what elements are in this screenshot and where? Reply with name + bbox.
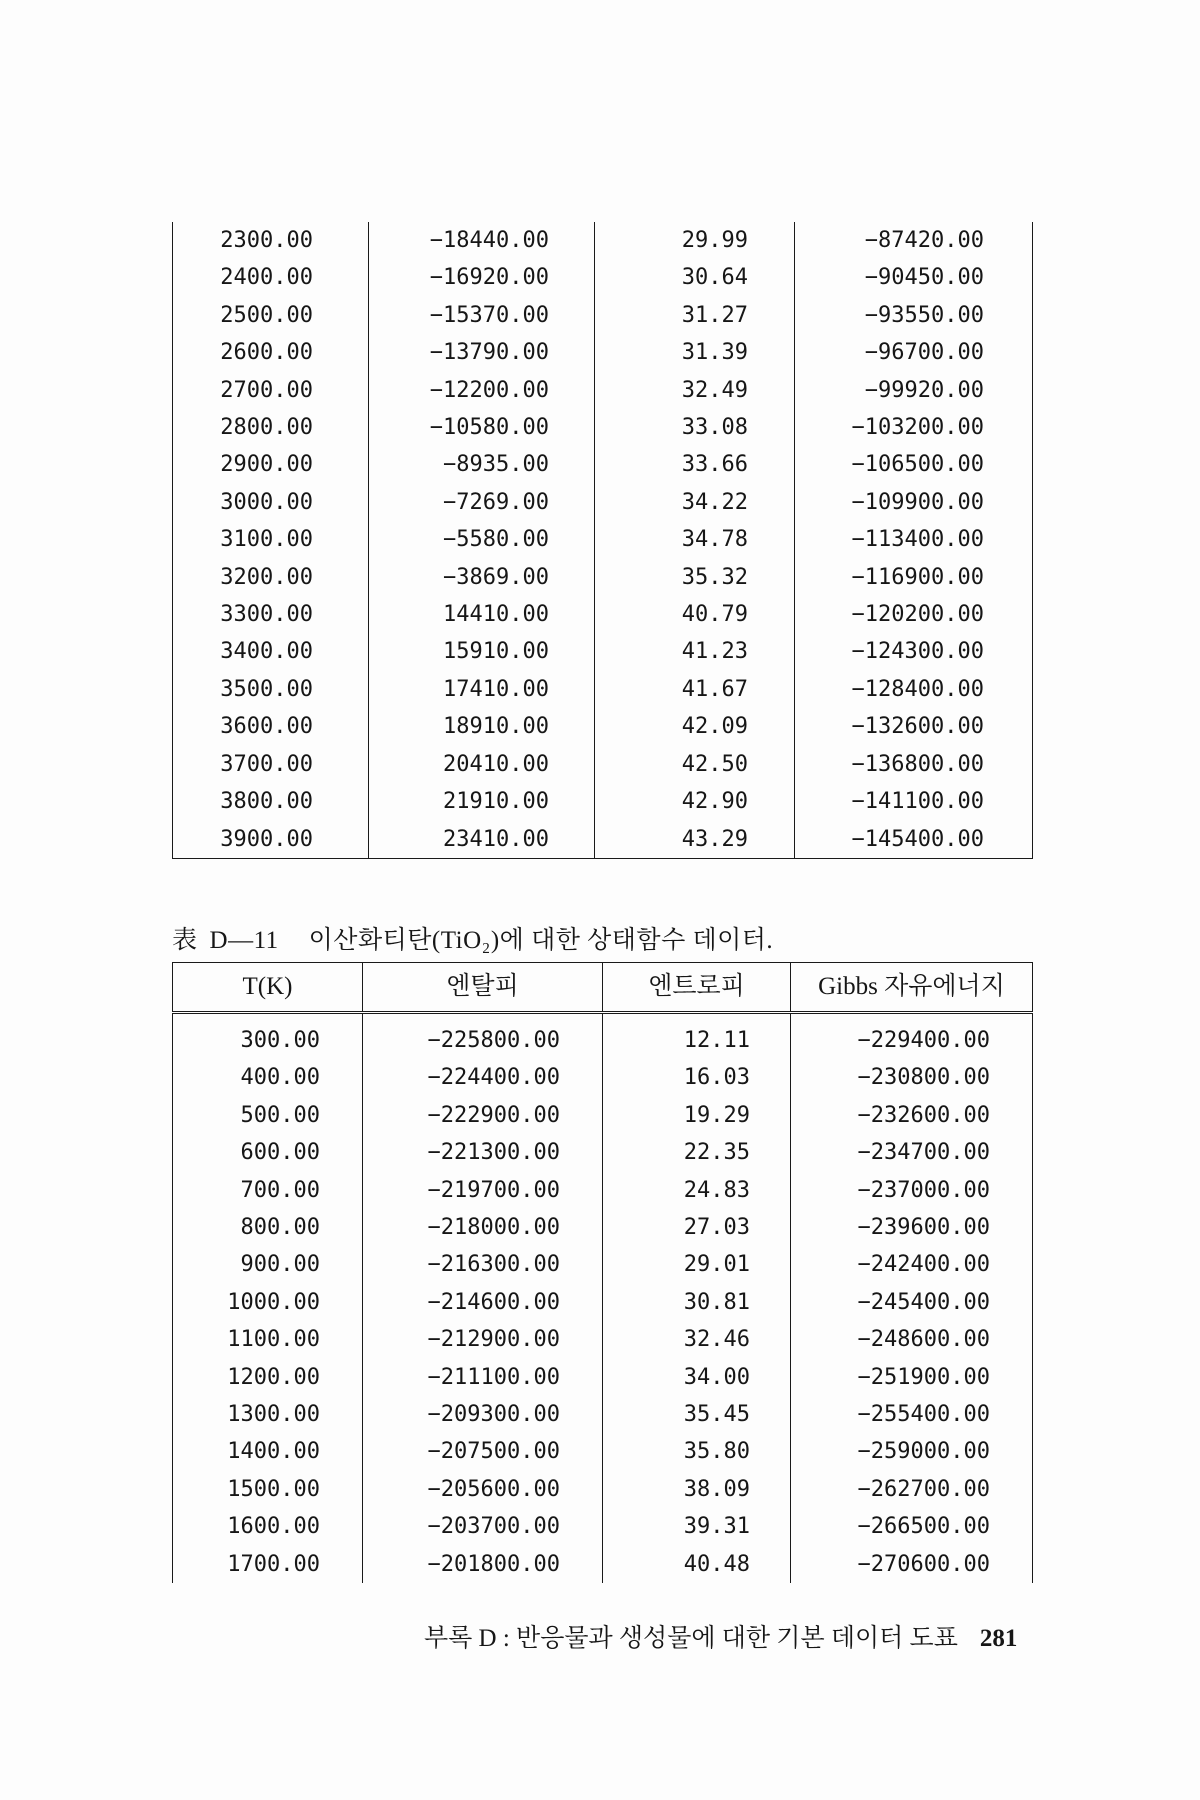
table-cell: 38.09 (603, 1471, 791, 1508)
footer-text: 부록 D : 반응물과 생성물에 대한 기본 데이터 도표 (424, 1625, 958, 1652)
table-cell: 30.64 (595, 259, 795, 296)
table-cell: 3400.00 (173, 633, 369, 670)
table-cell: 42.09 (595, 708, 795, 745)
table-cell: 1200.00 (173, 1359, 363, 1396)
table-cell: 35.80 (603, 1433, 791, 1470)
table-cell: −5580.00 (369, 521, 595, 558)
table-cell: −219700.00 (363, 1172, 603, 1209)
table-row (173, 708, 1033, 745)
table-row (173, 409, 1033, 446)
table-cell: 1700.00 (173, 1546, 363, 1583)
table-cell: −216300.00 (363, 1246, 603, 1283)
table-row (173, 521, 1033, 558)
table-cell: 3500.00 (173, 671, 369, 708)
table-cell: −242400.00 (791, 1246, 1033, 1283)
table-cell: 14410.00 (369, 596, 595, 633)
table-cell: −203700.00 (363, 1508, 603, 1545)
table-cell: 33.08 (595, 409, 795, 446)
table-row (173, 1013, 1033, 1060)
table-cell: −222900.00 (363, 1097, 603, 1134)
table-cell: −255400.00 (791, 1396, 1033, 1433)
table-cell: −221300.00 (363, 1134, 603, 1171)
table-cell: 22.35 (603, 1134, 791, 1171)
table-cell: −145400.00 (795, 821, 1033, 859)
table-caption (172, 920, 773, 956)
table-cell: 800.00 (173, 1209, 363, 1246)
table-cell: −93550.00 (795, 297, 1033, 334)
table-cell: 12.11 (603, 1013, 791, 1060)
table-cell: −12200.00 (369, 372, 595, 409)
table-cell: −18440.00 (369, 222, 595, 259)
table-row (173, 259, 1033, 296)
table-cell: 32.46 (603, 1321, 791, 1358)
table-cell: 40.48 (603, 1546, 791, 1583)
table-row (173, 372, 1033, 409)
table-cell: −128400.00 (795, 671, 1033, 708)
table-cell: 700.00 (173, 1172, 363, 1209)
table-cell: 34.00 (603, 1359, 791, 1396)
table-cell: 19.29 (603, 1097, 791, 1134)
page-number: 281 (979, 1625, 1018, 1652)
table-row (173, 1471, 1033, 1508)
table-cell: 34.22 (595, 484, 795, 521)
table-cell: 24.83 (603, 1172, 791, 1209)
table-cell: −103200.00 (795, 409, 1033, 446)
table-cell: 39.31 (603, 1508, 791, 1545)
table-row (173, 1546, 1033, 1583)
table-cell: 1100.00 (173, 1321, 363, 1358)
table-cell: 16.03 (603, 1059, 791, 1096)
column-header-temperature: T(K) (173, 963, 363, 1013)
table-cell: −16920.00 (369, 259, 595, 296)
table-cell: −90450.00 (795, 259, 1033, 296)
table-row (173, 1059, 1033, 1096)
table-cell: 300.00 (173, 1013, 363, 1060)
table-cell: −239600.00 (791, 1209, 1033, 1246)
table-cell: 1600.00 (173, 1508, 363, 1545)
column-header-enthalpy: 엔탈피 (363, 963, 603, 1013)
table-cell: 1300.00 (173, 1396, 363, 1433)
table-cell: 2900.00 (173, 446, 369, 483)
table-cell: 3100.00 (173, 521, 369, 558)
table-cell: 2400.00 (173, 259, 369, 296)
table-cell: −229400.00 (791, 1013, 1033, 1060)
table-cell: 21910.00 (369, 783, 595, 820)
table-cell: −207500.00 (363, 1433, 603, 1470)
table-cell: −7269.00 (369, 484, 595, 521)
table-row (173, 297, 1033, 334)
table-cell: −225800.00 (363, 1013, 603, 1060)
table-row (173, 1321, 1033, 1358)
table-cell: 42.90 (595, 783, 795, 820)
table-row (173, 1097, 1033, 1134)
table-cell: −3869.00 (369, 559, 595, 596)
table-cell: −15370.00 (369, 297, 595, 334)
table-cell: 2600.00 (173, 334, 369, 371)
table-cell: −113400.00 (795, 521, 1033, 558)
table-cell: 18910.00 (369, 708, 595, 745)
table-row (173, 559, 1033, 596)
table-cell: 15910.00 (369, 633, 595, 670)
table-cell: 3900.00 (173, 821, 369, 859)
table-body (173, 222, 1033, 858)
table-row (173, 1433, 1033, 1470)
table-cell: 34.78 (595, 521, 795, 558)
table-cell: 2800.00 (173, 409, 369, 446)
table-row (173, 1396, 1033, 1433)
table-cell: 40.79 (595, 596, 795, 633)
table-cell: 31.27 (595, 297, 795, 334)
table-cell: −136800.00 (795, 746, 1033, 783)
table-cell: −205600.00 (363, 1471, 603, 1508)
table-cell: 17410.00 (369, 671, 595, 708)
table-row (173, 1172, 1033, 1209)
table-cell: −132600.00 (795, 708, 1033, 745)
table-cell: 31.39 (595, 334, 795, 371)
table-cell: −230800.00 (791, 1059, 1033, 1096)
table-cell: 41.23 (595, 633, 795, 670)
table-cell: 35.32 (595, 559, 795, 596)
table-cell: −211100.00 (363, 1359, 603, 1396)
table-tio2-continued (172, 222, 1033, 859)
table-cell: −201800.00 (363, 1546, 603, 1583)
table-row (173, 1284, 1033, 1321)
table-cell: −10580.00 (369, 409, 595, 446)
table-cell: −262700.00 (791, 1471, 1033, 1508)
table-row (173, 446, 1033, 483)
table-cell: −251900.00 (791, 1359, 1033, 1396)
table-cell: −234700.00 (791, 1134, 1033, 1171)
table-cell: −8935.00 (369, 446, 595, 483)
caption-label: D—11 (209, 927, 279, 954)
table-cell: −116900.00 (795, 559, 1033, 596)
table-cell: 3700.00 (173, 746, 369, 783)
table-cell: 600.00 (173, 1134, 363, 1171)
table-cell: 23410.00 (369, 821, 595, 859)
table-cell: −270600.00 (791, 1546, 1033, 1583)
table-cell: 1400.00 (173, 1433, 363, 1470)
table-cell: −124300.00 (795, 633, 1033, 670)
table-row (173, 334, 1033, 371)
table-row (173, 783, 1033, 820)
table-cell: 1500.00 (173, 1471, 363, 1508)
table-cell: 3300.00 (173, 596, 369, 633)
table-cell: −248600.00 (791, 1321, 1033, 1358)
table-row (173, 222, 1033, 259)
table-cell: 500.00 (173, 1097, 363, 1134)
table-cell: 2700.00 (173, 372, 369, 409)
table-cell: 29.01 (603, 1246, 791, 1283)
table-cell: 20410.00 (369, 746, 595, 783)
table-cell: −224400.00 (363, 1059, 603, 1096)
table-cell: 27.03 (603, 1209, 791, 1246)
table-row (173, 1359, 1033, 1396)
table-header-row (173, 963, 1033, 1013)
table-cell: 33.66 (595, 446, 795, 483)
table-cell: 2300.00 (173, 222, 369, 259)
table-cell: 29.99 (595, 222, 795, 259)
table-cell: 400.00 (173, 1059, 363, 1096)
table-cell: 35.45 (603, 1396, 791, 1433)
page-footer (424, 1618, 1017, 1654)
table-cell: 43.29 (595, 821, 795, 859)
table-cell: −120200.00 (795, 596, 1033, 633)
caption-prefix: 表 (172, 927, 198, 954)
table-row (173, 484, 1033, 521)
table-cell: −96700.00 (795, 334, 1033, 371)
table-cell: 3600.00 (173, 708, 369, 745)
table-cell: −232600.00 (791, 1097, 1033, 1134)
caption-text: 이산화티탄(TiO₂)에 대한 상태함수 데이터. (308, 927, 774, 954)
table-row (173, 746, 1033, 783)
table-row (173, 821, 1033, 859)
table-cell: 3000.00 (173, 484, 369, 521)
table-cell: −237000.00 (791, 1172, 1033, 1209)
table-cell: −87420.00 (795, 222, 1033, 259)
table-cell: 900.00 (173, 1246, 363, 1283)
table-cell: 2500.00 (173, 297, 369, 334)
table-tio2-state-functions (172, 962, 1033, 1583)
table-cell: −259000.00 (791, 1433, 1033, 1470)
table-cell: 3200.00 (173, 559, 369, 596)
table-cell: 41.67 (595, 671, 795, 708)
table-cell: −209300.00 (363, 1396, 603, 1433)
table-row (173, 671, 1033, 708)
column-header-gibbs: Gibbs 자유에너지 (791, 963, 1033, 1013)
table-cell: −218000.00 (363, 1209, 603, 1246)
table-cell: −245400.00 (791, 1284, 1033, 1321)
table-cell: 32.49 (595, 372, 795, 409)
table-body (173, 1013, 1033, 1584)
table-cell: 42.50 (595, 746, 795, 783)
table-cell: 3800.00 (173, 783, 369, 820)
table-cell: −212900.00 (363, 1321, 603, 1358)
table-row (173, 596, 1033, 633)
table-cell: 30.81 (603, 1284, 791, 1321)
table-row (173, 1134, 1033, 1171)
table-cell: −214600.00 (363, 1284, 603, 1321)
table-cell: −266500.00 (791, 1508, 1033, 1545)
table-cell: −141100.00 (795, 783, 1033, 820)
table-cell: −99920.00 (795, 372, 1033, 409)
table-cell: −13790.00 (369, 334, 595, 371)
table-row (173, 1246, 1033, 1283)
table-row (173, 1508, 1033, 1545)
table-cell: 1000.00 (173, 1284, 363, 1321)
table-cell: −106500.00 (795, 446, 1033, 483)
table-cell: −109900.00 (795, 484, 1033, 521)
table-row (173, 633, 1033, 670)
table-row (173, 1209, 1033, 1246)
column-header-entropy: 엔트로피 (603, 963, 791, 1013)
